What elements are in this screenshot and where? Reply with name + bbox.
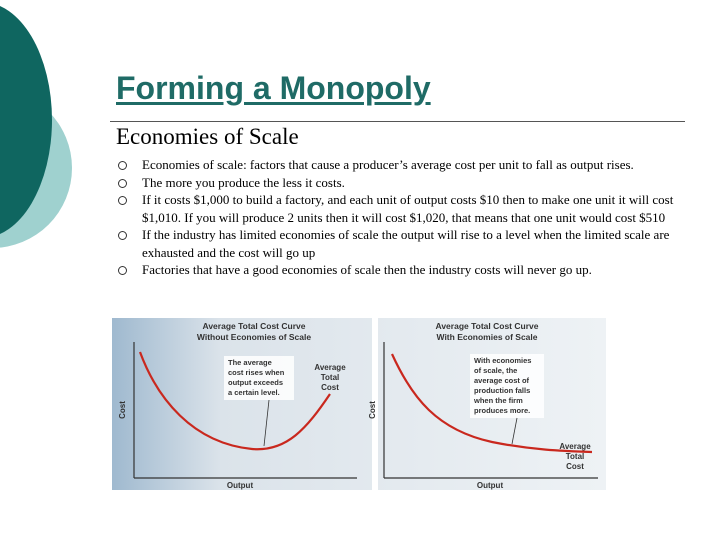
title-divider: [110, 121, 685, 122]
bullet-circle-icon: [118, 231, 127, 240]
bullet-item: [118, 261, 688, 279]
chart-2-annotation-line-2: of scale, the: [474, 366, 518, 375]
bullet-text: Economies of scale: factors that cause a producer’s average cost per unit to fall as output rises.: [142, 157, 634, 172]
chart-2-curve-label-line-3: Cost: [566, 462, 584, 471]
bullet-circle-icon: [118, 196, 127, 205]
chart-1-y-label: Cost: [118, 401, 127, 419]
slide-subtitle: Economies of Scale: [116, 124, 299, 149]
chart-2-annotation-line-5: when the firm: [474, 396, 523, 405]
chart-2-curve-label-line-1: Average: [559, 442, 591, 451]
chart-1-annotation-line-3: output exceeds: [228, 378, 284, 387]
bullet-circle-icon: [118, 179, 127, 188]
chart-2-annotation-line-4: production falls: [474, 386, 531, 395]
chart-1-curve-label-line-2: Total: [320, 373, 340, 382]
bullet-text: Factories that have a good economies of scale then the industry costs will never go up.: [142, 262, 592, 277]
chart-2-x-label: Output: [476, 481, 504, 490]
chart-1-title-line-2: Without Economies of Scale: [196, 332, 312, 342]
bullet-item: [118, 226, 688, 261]
bullet-text: If the industry has limited economies of scale the output will rise to a level when the limited scale are exhausted and the cost will go up: [142, 227, 670, 260]
bullet-text: If it costs $1,000 to build a factory, and each unit of output costs $10 then to make one unit it will cost $1,010. If you will produce 2 units then it will cost $1,020, that means that one unit would cost $510: [142, 192, 674, 225]
slide-title: Forming a Monopoly: [116, 70, 431, 106]
cost-curve-charts: [112, 318, 606, 490]
chart-2-annotation-line-3: average cost of: [474, 376, 530, 385]
slide-decoration: [0, 0, 110, 300]
chart-2-annotation-line-6: produces more.: [474, 406, 531, 415]
chart-1-x-label: Output: [226, 481, 254, 490]
chart-2-title-line-2: With Economies of Scale: [436, 332, 538, 342]
bullet-circle-icon: [118, 161, 127, 170]
chart-2-curve-label-line-2: Total: [565, 452, 585, 461]
chart-2-annotation-line-1: With economies: [474, 356, 532, 365]
bullet-list: [118, 156, 688, 279]
bullet-item: [118, 174, 688, 192]
chart-1-annotation-line-4: a certain level.: [228, 388, 280, 397]
bullet-item: [118, 156, 688, 174]
chart-1-curve-label-line-1: Average: [314, 363, 346, 372]
chart-1-title-line-1: Average Total Cost Curve: [202, 321, 306, 331]
cost-curve-figure: [112, 318, 606, 490]
chart-2-title-line-1: Average Total Cost Curve: [435, 321, 539, 331]
chart-1-annotation-line-2: cost rises when: [228, 368, 285, 377]
chart-1-curve-label-line-3: Cost: [321, 383, 339, 392]
bullet-circle-icon: [118, 266, 127, 275]
chart-2-y-label: Cost: [368, 401, 377, 419]
bullet-item: [118, 191, 688, 226]
chart-1-annotation-line-1: The average: [228, 358, 272, 367]
bullet-text: The more you produce the less it costs.: [142, 174, 345, 190]
